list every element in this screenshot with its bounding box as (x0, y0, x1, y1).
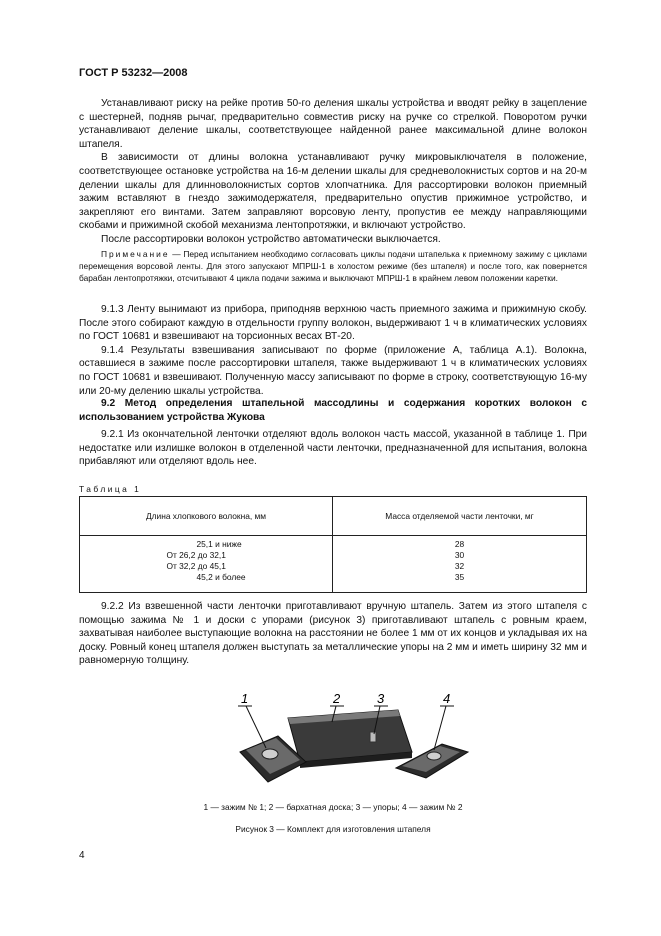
table-caption: Таблица 1 (79, 484, 142, 494)
table-cell-lengths (80, 536, 333, 593)
page-number: 4 (79, 850, 85, 861)
figure-label: 4 (443, 691, 451, 706)
stop-shape (370, 732, 376, 742)
table-row-mass: 30 (454, 550, 465, 560)
figure-label: 1 (241, 691, 249, 706)
table-header-mass: Масса отделяемой части ленточки, мг (333, 497, 587, 536)
table-row-length: От 32,2 до 45,1 (166, 561, 226, 571)
figure-label: 2 (333, 691, 341, 706)
paragraph: 9.2.2 Из взвешенной части ленточки приготавливают вручную штапель. Затем из этого штапеля с помощью зажима № 1 и доски с упорами (рисунок 3) приготавливают штапель с ровным краем, захватывая наиболее выступающие волокна на расстоянии не более 1 мм от их концов и укладывая их на доску. Ровный конец штапеля должен выступать за металлические упоры на 2 мм и иметь ширину 32 мм и равномерную толщину. (79, 601, 587, 667)
table-row-mass: 35 (454, 572, 465, 582)
figure-caption: Рисунок 3 — Комплект для изготовления штапеля (235, 824, 431, 834)
leader-line-1 (246, 706, 266, 748)
text-block-mid (79, 303, 587, 398)
table-row-length: От 26,2 до 32,1 (166, 550, 226, 560)
note-block (79, 248, 587, 284)
paragraph: После рассортировки волокон устройство автоматически выключается. (101, 233, 441, 245)
paragraph: 9.2.1 Из окончательной ленточки отделяют вдоль волокон часть массой, указанной в таблице 1. При недостатке или излишке волокон в отделенной части ленточки, предназначенной для испытания, волокна прибавляют или отделяют вдоль нее. (79, 429, 587, 468)
data-table (79, 496, 587, 593)
text-block-top (79, 97, 587, 247)
document-header: ГОСТ Р 53232—2008 (79, 67, 188, 79)
text-block-922 (79, 600, 587, 668)
table-cell-masses (333, 536, 587, 593)
note-text: — Перед испытанием необходимо согласовать циклы подачи штапелька к приемному зажиму с циклами перемещения ворсовой ленты. Для этого запускают МПРШ-1 в холостом режиме (без штапеля) и после того, как повернется барабан лентопротяжки, отсчитывают 4 цикла подачи зажима и выключают МПРШ-1 в крайнем левом положении каретки. (79, 249, 587, 283)
clamp-2-knob (427, 752, 441, 760)
figure-3 (220, 686, 480, 806)
section-heading: 9.2 Метод определения штапельной массодлины и содержания коротких волокон с использованием устройства Жукова (79, 398, 587, 423)
text-block-921 (79, 428, 587, 469)
paragraph: В зависимости от длины волокна устанавливают ручку микровыключателя в положение, соответствующее остановке устройства на 16-м делении шкалы для средневолокнистых сортов и на 20-м делении шкалы для длинноволокнистых сортов хлопчатника. Для рассортировки волокон приемный зажим вставляют в гнездо зажимодержателя, предварительно опустив прижимное устройство, и закрепляют его винтами. Затем заправляют ворсовую ленту, пропустив ее между направляющими скобами и прижимной скобой механизма лентопротяжки, и включают устройство. (79, 152, 587, 232)
paragraph: 9.1.4 Результаты взвешивания записывают по форме (приложение А, таблица А.1). Волокна, оставшиеся в зажиме после рассортировки штапеля, также выдерживают 1 ч в климатических условиях по ГОСТ 10681 и взвешивают. Полученную массу записывают по форме в строку, соответствующую 16-му или 20-му делению шкалы устройства. (79, 344, 587, 397)
figure-illustration (220, 686, 480, 806)
table-row-mass: 32 (454, 561, 465, 571)
table-row-length: 25,1 и ниже (196, 539, 242, 549)
table-row-length: 45,2 и более (196, 572, 246, 582)
note-label: Примечание (101, 249, 170, 259)
clamp-1-knob (262, 749, 278, 759)
figure-label: 3 (377, 691, 385, 706)
figure-legend: 1 — зажим № 1; 2 — бархатная доска; 3 — упоры; 4 — зажим № 2 (203, 802, 463, 812)
paragraph: 9.1.3 Ленту вынимают из прибора, приподняв верхнюю часть приемного зажима и прижимную скобу. После этого собирают каждую в отдельности группу волокон, выдерживают 1 ч в климатических условиях по ГОСТ 10681 и взвешивают на торсионных весах ВТ-20. (79, 304, 587, 343)
paragraph: Устанавливают риску на рейке против 50-го деления шкалы устройства и вводят рейку в зацепление с шестерней, подняв рычаг, предварительно совместив риску на ручке со стрелкой. Поворотом ручки устанавливают деление шкалы, соответствующее найденной ранее максимальной длине волокон штапеля. (79, 98, 587, 150)
leader-line-4 (434, 706, 446, 750)
table-header-length: Длина хлопкового волокна, мм (80, 497, 333, 536)
table-row-mass: 28 (454, 539, 465, 549)
